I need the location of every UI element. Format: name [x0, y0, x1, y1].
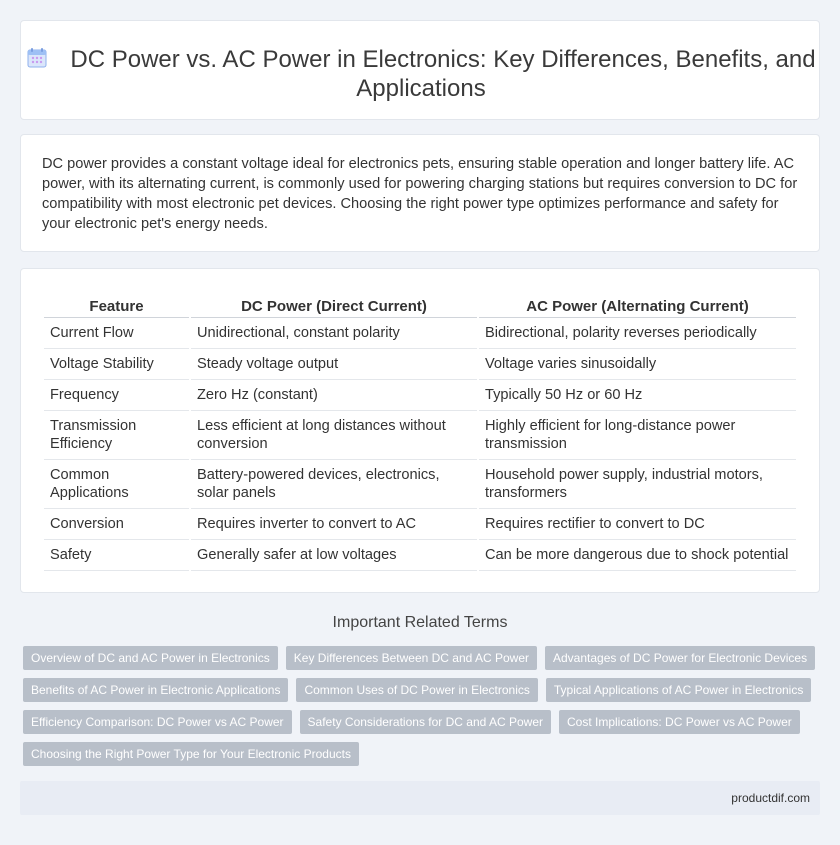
table-header-row [44, 296, 796, 318]
related-term-link[interactable]: Safety Considerations for DC and AC Power [300, 710, 551, 734]
table-row [44, 380, 796, 411]
feature-cell: Common Applications [44, 460, 189, 509]
title-text: DC Power vs. AC Power in Electronics: Key Differences, Benefits, and Applications [70, 46, 816, 102]
feature-cell: Safety [44, 540, 189, 571]
related-term-link[interactable]: Advantages of DC Power for Electronic Devices [545, 646, 815, 670]
dc-cell: Requires inverter to convert to AC [191, 509, 477, 540]
related-term-link[interactable]: Typical Applications of AC Power in Electronics [546, 678, 811, 702]
table-row [44, 509, 796, 540]
feature-cell: Conversion [44, 509, 189, 540]
dc-cell: Generally safer at low voltages [191, 540, 477, 571]
footer-site-link[interactable]: productdif.com [731, 791, 810, 805]
header-card [20, 20, 820, 120]
intro-paragraph: DC power provides a constant voltage ideal for electronics pets, ensuring stable operation and longer battery life. AC power, with its alternating current, is commonly used for powering charging stations but requires conversion to DC for compatibility with most electronic pet devices. Choosing the right power type optimizes performance and safety for your electronic pet's energy needs. [42, 156, 798, 232]
ac-cell: Typically 50 Hz or 60 Hz [479, 380, 796, 411]
comparison-card [20, 268, 820, 593]
title-wrap [21, 45, 821, 103]
header-feature: Feature [44, 296, 189, 318]
ac-cell: Household power supply, industrial motors, transformers [479, 460, 796, 509]
related-term-link[interactable]: Cost Implications: DC Power vs AC Power [559, 710, 800, 734]
table-row [44, 540, 796, 571]
calendar-icon [26, 47, 48, 69]
related-term-link[interactable]: Choosing the Right Power Type for Your Electronic Products [23, 742, 359, 766]
ac-cell: Requires rectifier to convert to DC [479, 509, 796, 540]
related-term-link[interactable]: Overview of DC and AC Power in Electronics [23, 646, 278, 670]
header-ac: AC Power (Alternating Current) [479, 296, 796, 318]
intro-card [20, 134, 820, 252]
ac-cell: Highly efficient for long-distance power transmission [479, 411, 796, 460]
related-term-link[interactable]: Efficiency Comparison: DC Power vs AC Power [23, 710, 292, 734]
table-row [44, 349, 796, 380]
header-dc: DC Power (Direct Current) [191, 296, 477, 318]
dc-cell: Unidirectional, constant polarity [191, 318, 477, 349]
dc-cell: Steady voltage output [191, 349, 477, 380]
feature-cell: Voltage Stability [44, 349, 189, 380]
related-term-link[interactable]: Common Uses of DC Power in Electronics [296, 678, 537, 702]
related-term-link[interactable]: Benefits of AC Power in Electronic Applications [23, 678, 288, 702]
related-terms-list [23, 646, 823, 766]
ac-cell: Voltage varies sinusoidally [479, 349, 796, 380]
related-term-link[interactable]: Key Differences Between DC and AC Power [286, 646, 537, 670]
table-row [44, 460, 796, 509]
footer [20, 781, 820, 815]
dc-cell: Zero Hz (constant) [191, 380, 477, 411]
ac-cell: Bidirectional, polarity reverses periodically [479, 318, 796, 349]
dc-cell: Less efficient at long distances without conversion [191, 411, 477, 460]
page-title [21, 45, 821, 103]
comparison-table [42, 296, 798, 571]
feature-cell: Frequency [44, 380, 189, 411]
dc-cell: Battery-powered devices, electronics, solar panels [191, 460, 477, 509]
ac-cell: Can be more dangerous due to shock potential [479, 540, 796, 571]
table-row [44, 411, 796, 460]
related-terms-heading: Important Related Terms [332, 614, 508, 631]
table-row [44, 318, 796, 349]
feature-cell: Transmission Efficiency [44, 411, 189, 460]
feature-cell: Current Flow [44, 318, 189, 349]
